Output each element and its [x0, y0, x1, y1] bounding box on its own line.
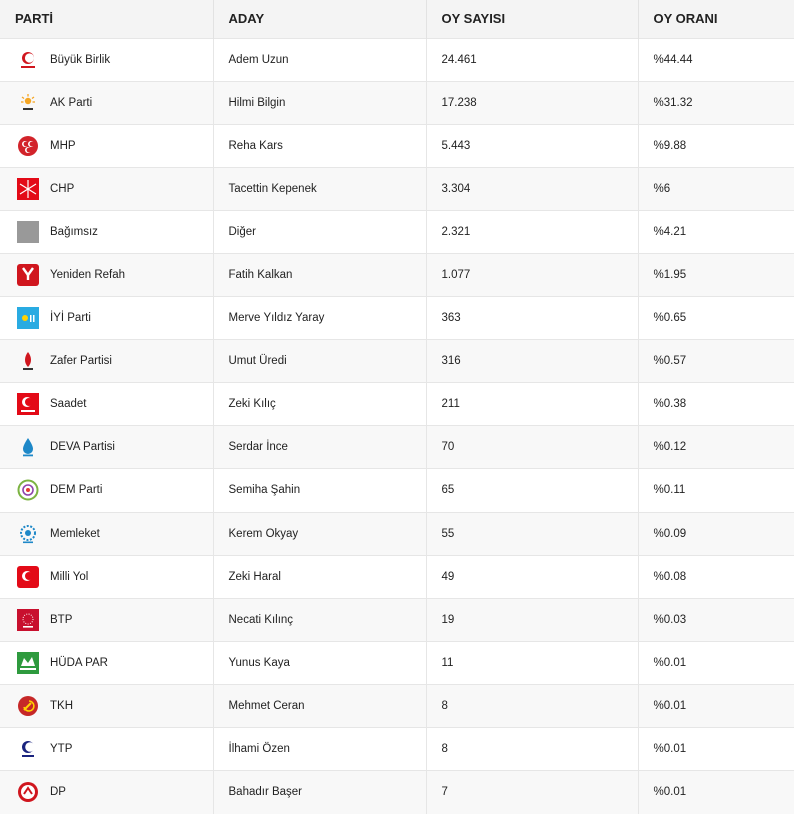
vote-count: 24.461 [426, 38, 638, 81]
party-name: MHP [50, 139, 76, 152]
table-row [0, 81, 794, 124]
party-cell [0, 340, 213, 383]
vote-count: 8 [426, 728, 638, 771]
table-row [0, 684, 794, 727]
vote-count: 8 [426, 684, 638, 727]
vote-count: 2.321 [426, 210, 638, 253]
vote-count: 49 [426, 555, 638, 598]
party-name: TKH [50, 699, 73, 712]
vote-rate: %0.01 [638, 641, 794, 684]
vote-rate: %1.95 [638, 253, 794, 296]
btp-logo [17, 609, 39, 631]
vote-rate: %0.65 [638, 297, 794, 340]
candidate-name: Diğer [213, 210, 426, 253]
candidate-name: Zeki Haral [213, 555, 426, 598]
vote-rate: %0.57 [638, 340, 794, 383]
saadet-logo [17, 393, 39, 415]
party-cell [0, 598, 213, 641]
vote-rate: %0.12 [638, 426, 794, 469]
vote-rate: %0.01 [638, 684, 794, 727]
rate-column-header: OY ORANI [653, 11, 718, 27]
zafer-partisi-logo [17, 350, 39, 372]
vote-rate: %0.03 [638, 598, 794, 641]
party-cell [0, 684, 213, 727]
party-cell [0, 38, 213, 81]
party-name: DP [50, 786, 66, 799]
table-row [0, 124, 794, 167]
party-name: Bağımsız [50, 225, 98, 238]
chp-logo [17, 178, 39, 200]
vote-count: 211 [426, 383, 638, 426]
dem-parti-logo [17, 479, 39, 501]
vote-count: 7 [426, 771, 638, 814]
dp-logo [17, 781, 39, 803]
party-cell [0, 383, 213, 426]
party-name: Büyük Birlik [50, 53, 111, 66]
table-row [0, 253, 794, 296]
candidate-name: Yunus Kaya [213, 641, 426, 684]
candidate-column-header: ADAY [213, 0, 426, 38]
candidate-name: Necati Kılınç [213, 598, 426, 641]
candidate-name: İlhami Özen [213, 728, 426, 771]
bagimsiz-logo [17, 221, 39, 243]
vote-rate: %0.11 [638, 469, 794, 512]
table-row [0, 728, 794, 771]
table-row [0, 167, 794, 210]
votes-column-header: OY SAYISI [426, 0, 638, 38]
vote-count: 363 [426, 297, 638, 340]
party-cell [0, 124, 213, 167]
candidate-name: Fatih Kalkan [213, 253, 426, 296]
table-row [0, 555, 794, 598]
vote-count: 11 [426, 641, 638, 684]
party-cell [0, 297, 213, 340]
party-name: Yeniden Refah [50, 269, 126, 282]
candidate-name: Merve Yıldız Yaray [213, 297, 426, 340]
yeniden-refah-logo [17, 264, 39, 286]
party-cell [0, 81, 213, 124]
party-name: BTP [50, 613, 73, 626]
vote-rate: %0.01 [638, 728, 794, 771]
vote-count: 5.443 [426, 124, 638, 167]
table-row [0, 771, 794, 814]
table-row [0, 38, 794, 81]
huda-par-logo [17, 652, 39, 674]
vote-rate: %31.32 [638, 81, 794, 124]
vote-count: 65 [426, 469, 638, 512]
candidate-name: Kerem Okyay [213, 512, 426, 555]
party-cell [0, 512, 213, 555]
party-name: HÜDA PAR [50, 656, 108, 669]
party-cell [0, 426, 213, 469]
table-row [0, 340, 794, 383]
candidate-name: Serdar İnce [213, 426, 426, 469]
party-name: Saadet [50, 398, 87, 411]
vote-rate: %44.44 [638, 38, 794, 81]
mhp-logo [17, 135, 39, 157]
vote-count: 1.077 [426, 253, 638, 296]
table-row [0, 383, 794, 426]
party-name: YTP [50, 743, 73, 756]
candidate-name: Tacettin Kepenek [213, 167, 426, 210]
party-cell [0, 469, 213, 512]
party-name: DEVA Partisi [50, 441, 115, 454]
candidate-name: Mehmet Ceran [213, 684, 426, 727]
ytp-logo [17, 738, 39, 760]
party-cell [0, 641, 213, 684]
candidate-name: Reha Kars [213, 124, 426, 167]
vote-rate: %0.38 [638, 383, 794, 426]
tkh-logo [17, 695, 39, 717]
party-cell [0, 253, 213, 296]
party-cell [0, 167, 213, 210]
party-name: Milli Yol [50, 570, 89, 583]
vote-rate: %0.01 [638, 771, 794, 814]
party-cell [0, 771, 213, 814]
party-name: Memleket [50, 527, 100, 540]
vote-rate: %4.21 [638, 210, 794, 253]
memleket-logo [17, 523, 39, 545]
party-name: CHP [50, 182, 75, 195]
table-row [0, 469, 794, 512]
party-column-header: PARTİ [0, 0, 213, 38]
ak-parti-logo [17, 92, 39, 114]
table-row [0, 210, 794, 253]
iyi-parti-logo [17, 307, 39, 329]
table-body [0, 38, 794, 814]
vote-count: 316 [426, 340, 638, 383]
table-row [0, 641, 794, 684]
table-row [0, 297, 794, 340]
candidate-name: Zeki Kılıç [213, 383, 426, 426]
milli-yol-logo [17, 566, 39, 588]
party-name: Zafer Partisi [50, 355, 112, 368]
candidate-name: Adem Uzun [213, 38, 426, 81]
table-row [0, 598, 794, 641]
party-name: DEM Parti [50, 484, 103, 497]
vote-count: 55 [426, 512, 638, 555]
candidate-name: Semiha Şahin [213, 469, 426, 512]
vote-count: 19 [426, 598, 638, 641]
table-row [0, 426, 794, 469]
vote-rate: %0.09 [638, 512, 794, 555]
party-cell [0, 210, 213, 253]
buyuk-birlik-logo [17, 49, 39, 71]
candidate-name: Bahadır Başer [213, 771, 426, 814]
candidate-name: Umut Üredi [213, 340, 426, 383]
vote-count: 3.304 [426, 167, 638, 210]
party-name: AK Parti [50, 96, 93, 109]
party-cell [0, 728, 213, 771]
vote-count: 17.238 [426, 81, 638, 124]
party-name: İYİ Parti [50, 312, 91, 325]
party-cell [0, 555, 213, 598]
candidate-name: Hilmi Bilgin [213, 81, 426, 124]
vote-rate: %0.08 [638, 555, 794, 598]
vote-rate: %6 [638, 167, 794, 210]
vote-count: 70 [426, 426, 638, 469]
table-row [0, 512, 794, 555]
table-header-row [0, 0, 794, 38]
vote-rate: %9.88 [638, 124, 794, 167]
deva-partisi-logo [17, 436, 39, 458]
